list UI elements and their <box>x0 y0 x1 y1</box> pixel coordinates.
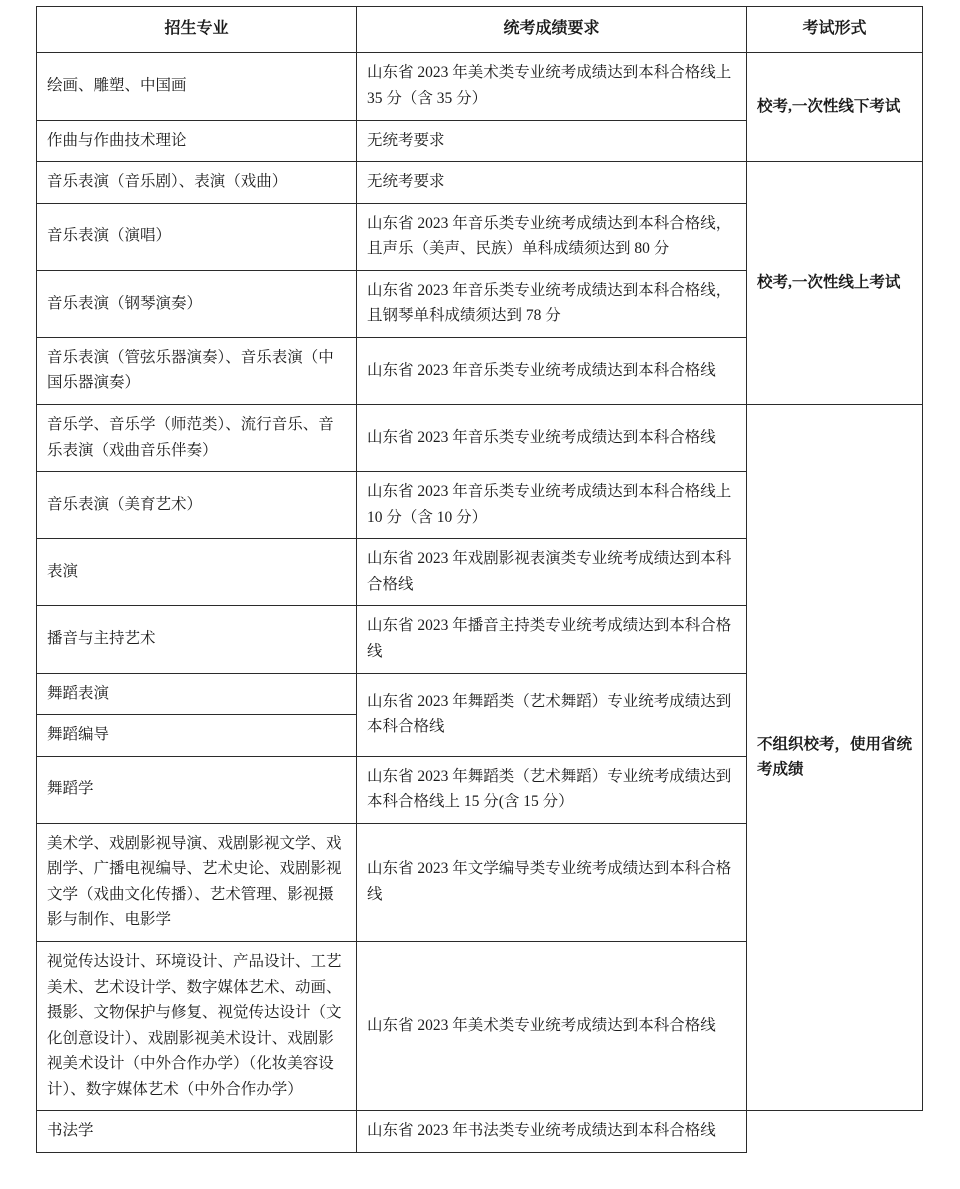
cell-requirement: 山东省 2023 年音乐类专业统考成绩达到本科合格线 <box>357 337 747 404</box>
cell-major: 舞蹈编导 <box>37 715 357 757</box>
column-header-exam-form: 考试形式 <box>747 7 923 53</box>
cell-major: 舞蹈学 <box>37 756 357 823</box>
cell-major: 表演 <box>37 539 357 606</box>
cell-exam-form: 校考,一次性线上考试 <box>747 162 923 405</box>
cell-requirement: 山东省 2023 年舞蹈类（艺术舞蹈）专业统考成绩达到本科合格线 <box>357 673 747 756</box>
table-row <box>37 405 923 472</box>
cell-requirement: 山东省 2023 年书法类专业统考成绩达到本科合格线 <box>357 1111 747 1153</box>
column-header-requirement: 统考成绩要求 <box>357 7 747 53</box>
cell-requirement: 无统考要求 <box>357 162 747 204</box>
cell-major: 音乐学、音乐学（师范类）、流行音乐、音乐表演（戏曲音乐伴奏） <box>37 405 357 472</box>
cell-requirement: 无统考要求 <box>357 120 747 162</box>
cell-major: 音乐表演（管弦乐器演奏）、音乐表演（中国乐器演奏） <box>37 337 357 404</box>
cell-major: 美术学、戏剧影视导演、戏剧影视文学、戏剧学、广播电视编导、艺术史论、戏剧影视文学（戏曲文化传播）、艺术管理、影视摄影与制作、电影学 <box>37 823 357 941</box>
cell-requirement: 山东省 2023 年播音主持类专业统考成绩达到本科合格线 <box>357 606 747 673</box>
cell-requirement: 山东省 2023 年舞蹈类（艺术舞蹈）专业统考成绩达到本科合格线上 15 分(含 15 分） <box>357 756 747 823</box>
cell-major: 绘画、雕塑、中国画 <box>37 53 357 120</box>
column-header-major: 招生专业 <box>37 7 357 53</box>
admissions-table <box>36 6 923 1153</box>
cell-major: 音乐表演（钢琴演奏） <box>37 270 357 337</box>
cell-major: 书法学 <box>37 1111 357 1153</box>
table-header-row <box>37 7 923 53</box>
table-row <box>37 1111 923 1153</box>
table-row <box>37 162 923 204</box>
cell-major: 音乐表演（美育艺术） <box>37 472 357 539</box>
table-header <box>37 7 923 53</box>
cell-major: 音乐表演（音乐剧）、表演（戏曲） <box>37 162 357 204</box>
cell-major: 音乐表演（演唱） <box>37 203 357 270</box>
cell-requirement: 山东省 2023 年音乐类专业统考成绩达到本科合格线上 10 分（含 10 分） <box>357 472 747 539</box>
table-body <box>37 53 923 1153</box>
cell-requirement: 山东省 2023 年美术类专业统考成绩达到本科合格线上 35 分（含 35 分） <box>357 53 747 120</box>
cell-exam-form: 不组织校考，使用省统考成绩 <box>747 405 923 1111</box>
cell-requirement: 山东省 2023 年音乐类专业统考成绩达到本科合格线 <box>357 405 747 472</box>
cell-requirement: 山东省 2023 年戏剧影视表演类专业统考成绩达到本科合格线 <box>357 539 747 606</box>
cell-major: 播音与主持艺术 <box>37 606 357 673</box>
cell-requirement: 山东省 2023 年美术类专业统考成绩达到本科合格线 <box>357 942 747 1111</box>
table-row <box>37 53 923 120</box>
cell-exam-form: 校考,一次性线下考试 <box>747 53 923 162</box>
cell-requirement: 山东省 2023 年文学编导类专业统考成绩达到本科合格线 <box>357 823 747 941</box>
cell-requirement: 山东省 2023 年音乐类专业统考成绩达到本科合格线，且钢琴单科成绩须达到 78 分 <box>357 270 747 337</box>
cell-major: 视觉传达设计、环境设计、产品设计、工艺美术、艺术设计学、数字媒体艺术、动画、摄影、文物保护与修复、视觉传达设计（文化创意设计）、戏剧影视美术设计、戏剧影视美术设计（中外合作办学）（化妆美容设计）、数字媒体艺术（中外合作办学） <box>37 942 357 1111</box>
cell-major: 舞蹈表演 <box>37 673 357 715</box>
cell-requirement: 山东省 2023 年音乐类专业统考成绩达到本科合格线，且声乐（美声、民族）单科成绩须达到 80 分 <box>357 203 747 270</box>
cell-major: 作曲与作曲技术理论 <box>37 120 357 162</box>
